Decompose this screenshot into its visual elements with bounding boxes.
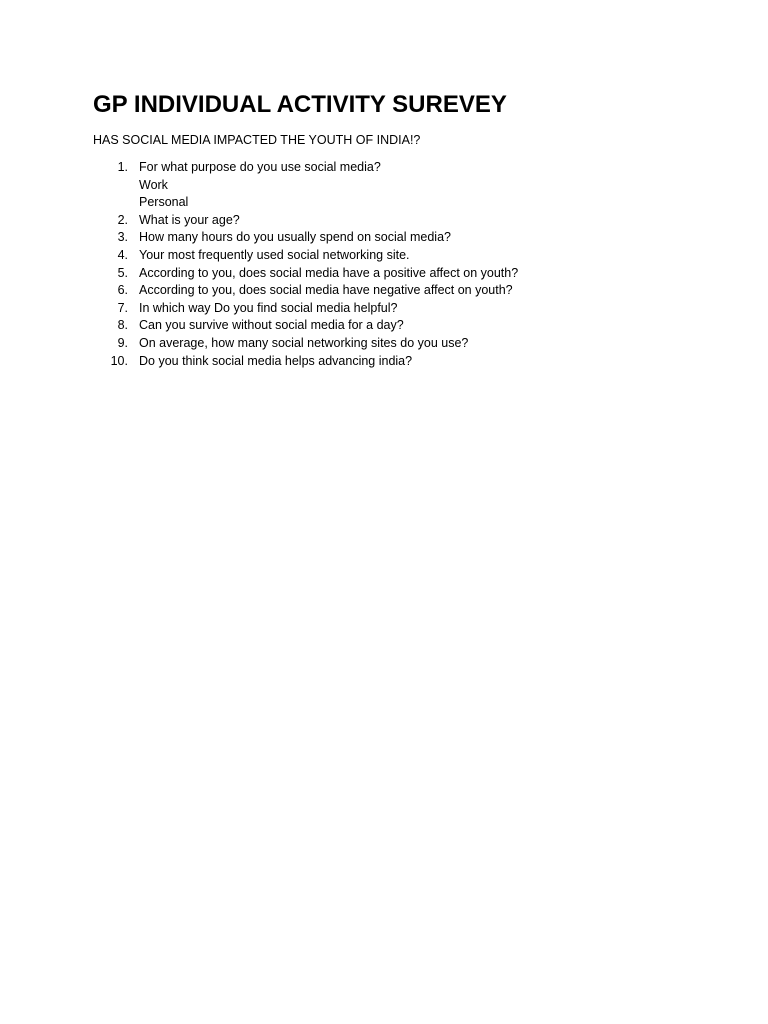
question-number: 4. <box>117 247 128 262</box>
question-text: For what purpose do you use social media? <box>139 160 381 174</box>
question-item <box>93 300 693 318</box>
question-number: 1. <box>117 160 128 174</box>
question-item <box>93 282 693 300</box>
question-item <box>93 353 693 371</box>
answer-option: Personal <box>139 195 189 210</box>
question-number: 5. <box>117 265 128 280</box>
question-number: 7. <box>117 300 128 315</box>
document-subtitle: HAS SOCIAL MEDIA IMPACTED THE YOUTH OF INDIA!? <box>93 133 421 147</box>
question-item <box>93 317 693 335</box>
question-text: Do you think social media helps advancing india? <box>139 353 413 368</box>
question-text: Can you survive without social media for a day? <box>139 318 404 333</box>
question-text: According to you, does social media have a positive affect on youth? <box>139 265 519 280</box>
question-item <box>93 335 693 353</box>
question-number: 10. <box>110 353 128 368</box>
question-number: 2. <box>117 212 128 227</box>
answer-option: Work <box>139 177 168 192</box>
question-number: 6. <box>117 283 128 298</box>
question-text: Your most frequently used social networking site. <box>139 247 410 262</box>
question-text: On average, how many social networking sites do you use? <box>139 335 469 350</box>
question-item <box>93 212 693 230</box>
question-item <box>93 159 693 212</box>
question-list <box>93 159 693 370</box>
question-number: 3. <box>117 230 128 245</box>
question-item <box>93 265 693 283</box>
question-text: How many hours do you usually spend on social media? <box>139 230 451 245</box>
question-item <box>93 247 693 265</box>
question-number: 8. <box>117 318 128 333</box>
question-item <box>93 229 693 247</box>
question-number: 9. <box>117 335 128 350</box>
question-text: In which way Do you find social media helpful? <box>139 300 398 315</box>
question-text: According to you, does social media have negative affect on youth? <box>139 283 513 298</box>
question-text: What is your age? <box>139 212 240 227</box>
document-title: GP INDIVIDUAL ACTIVITY SUREVEY <box>93 91 507 118</box>
